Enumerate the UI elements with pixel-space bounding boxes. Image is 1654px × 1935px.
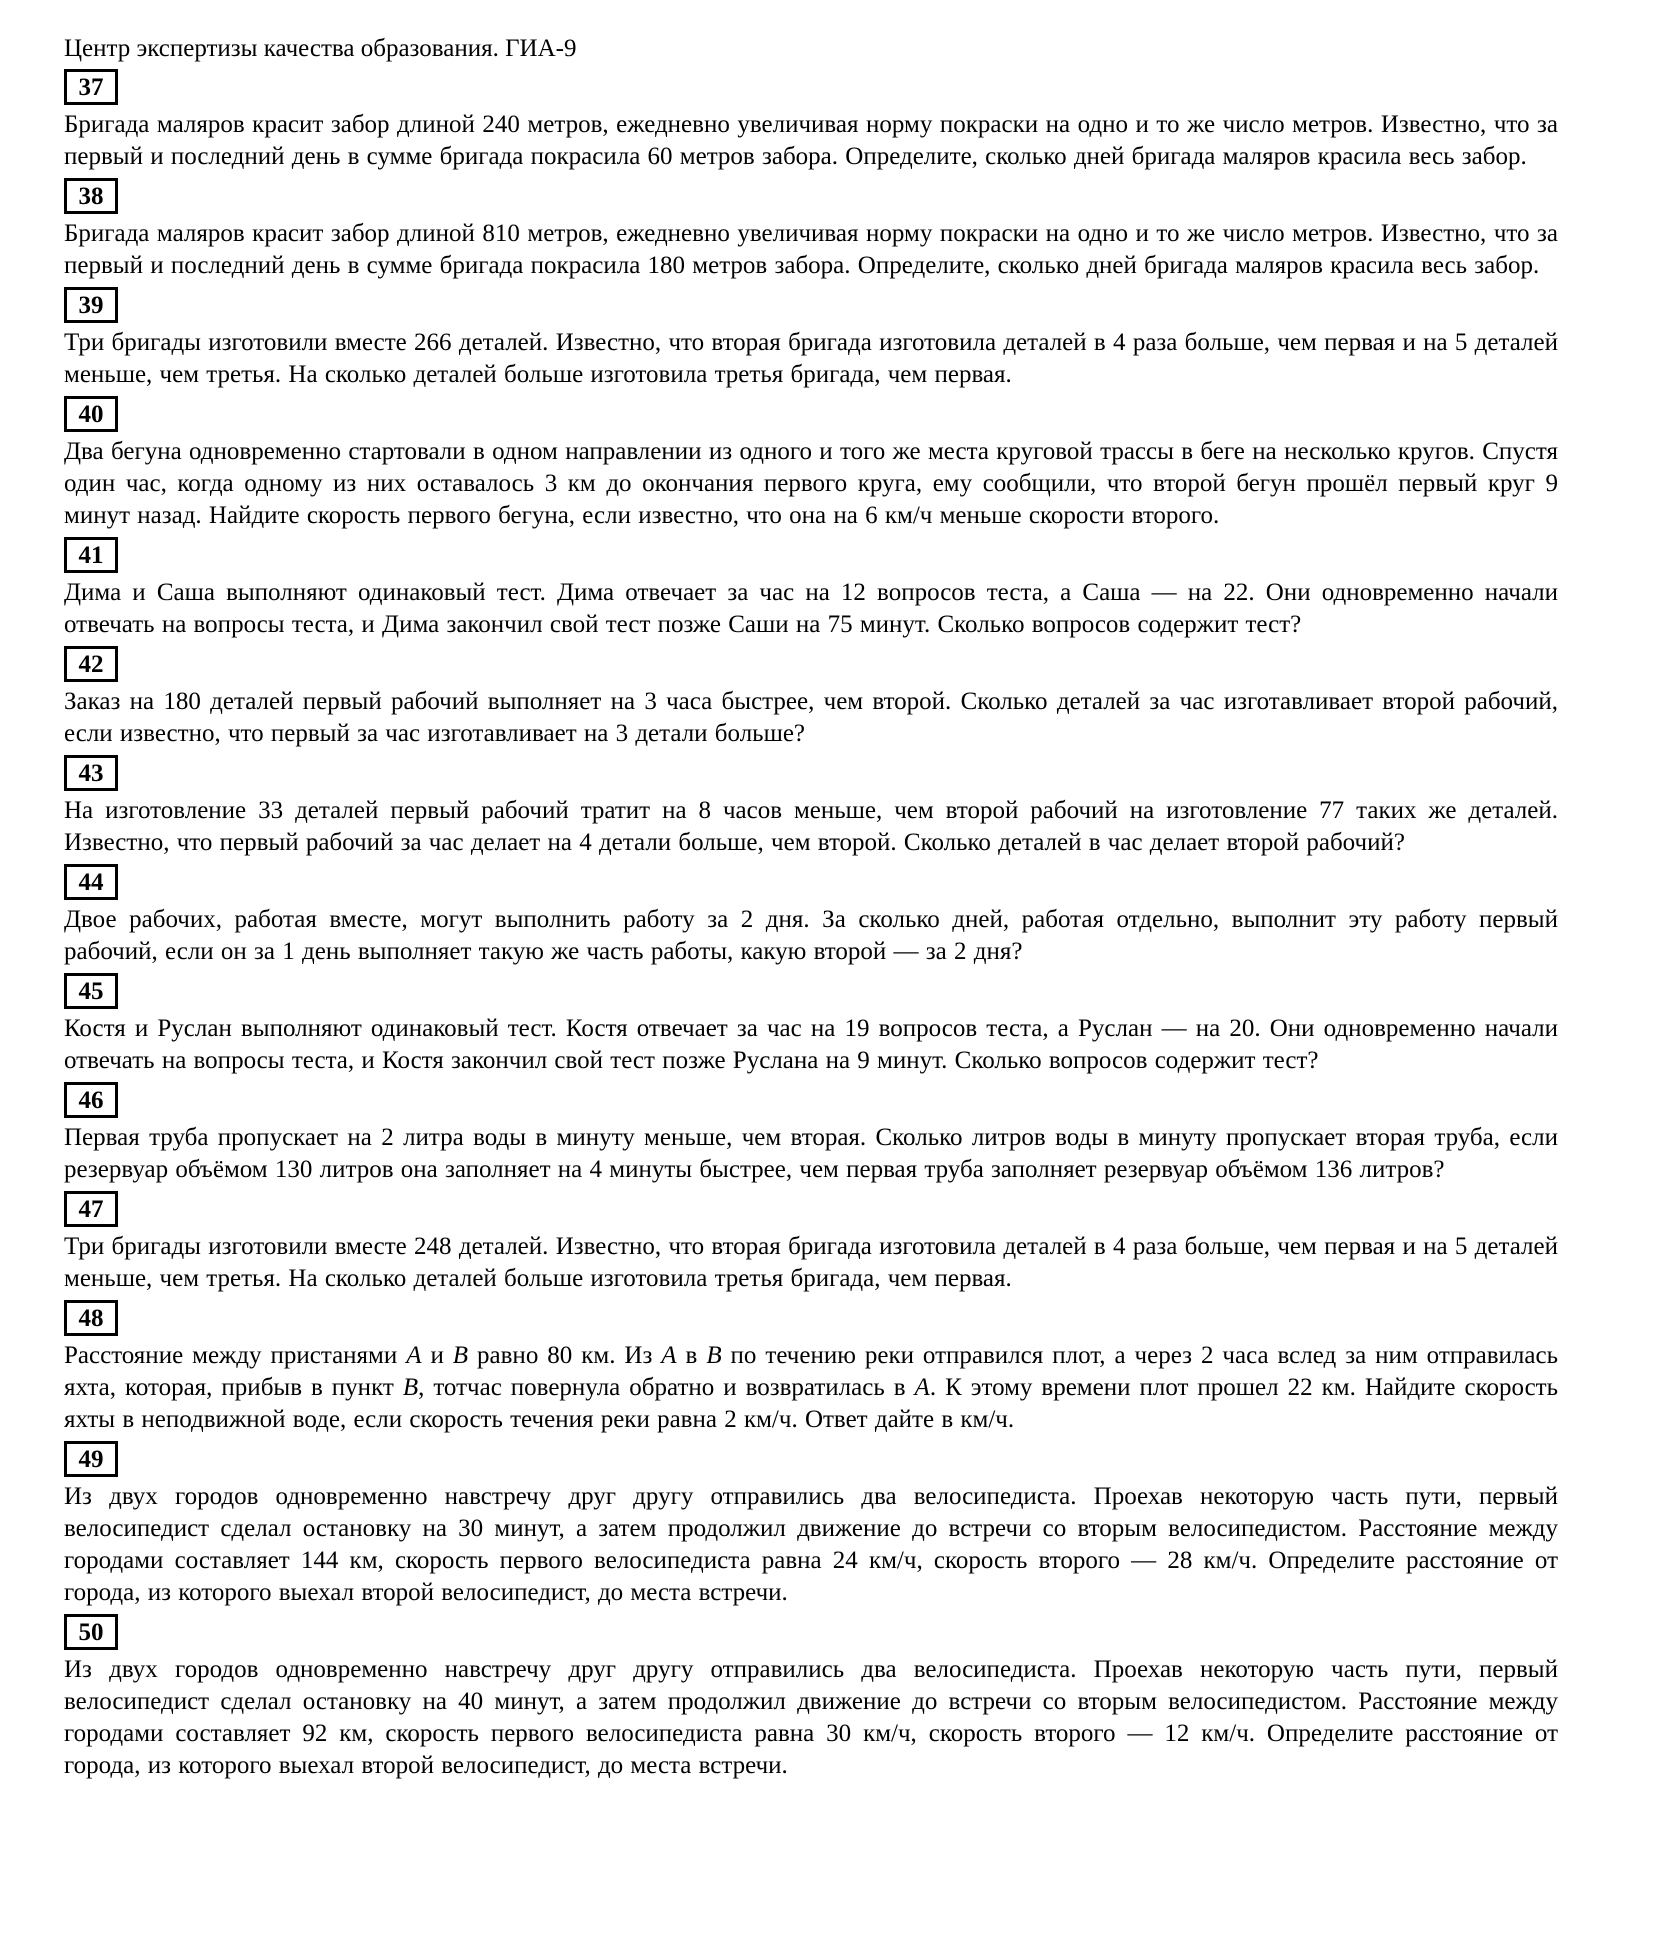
problem-number: 40 (78, 400, 104, 428)
problem-text: Два бегуна одновременно стартовали в одном направлении из одного и того же места круговой трассы в беге на несколько кругов. Спустя один час, когда одному из них оставалось 3 км до окончания первого круга, ему сообщили, что второй бегун прошёл первый круг 9 минут назад. Найдите скорость первого бегуна, если известно, что она на 6 км/ч меньше скорости второго. (64, 438, 1558, 529)
problem-number-box (64, 69, 118, 105)
problem-text: Двое рабочих, работая вместе, могут выполнить работу за 2 дня. За сколько дней, работая отдельно, выполнит эту работу первый рабочий, если он за 1 день выполняет такую же часть работы, какую второй — за 2 дня? (64, 906, 1558, 965)
problem-text: Дима и Саша выполняют одинаковый тест. Дима отвечает за час на 12 вопросов теста, а Саша — на 22. Они одновременно начали отвечать на вопросы теста, и Дима закончил свой тест позже Саши на 75 минут. Сколько вопросов содержит тест? (64, 579, 1558, 638)
problem-number-box (64, 178, 118, 214)
problem-block (64, 537, 1558, 641)
problem-number: 47 (78, 1195, 104, 1223)
problem-block (64, 864, 1558, 968)
document-header: Центр экспертизы качества образования. ГИА-9 (64, 35, 577, 62)
problem-number-box (64, 537, 118, 573)
problem-text: Бригада маляров красит забор длиной 240 метров, ежедневно увеличивая норму покраски на одно и то же число метров. Известно, что за первый и последний день в сумме бригада покрасила 60 метров забора. Определите, сколько дней бригада маляров красила весь забор. (64, 111, 1558, 170)
problem-text: Бригада маляров красит забор длиной 810 метров, ежедневно увеличивая норму покраски на одно и то же число метров. Известно, что за первый и последний день в сумме бригада покрасила 180 метров забора. Определите, сколько дней бригада маляров красила весь забор. (64, 220, 1558, 279)
problem-number: 44 (78, 868, 104, 896)
problem-text: Расстояние между пристанями A и B равно 80 км. Из A в B по течению реки отправился плот, а через 2 часа вслед за ним отправилась яхта, которая, прибыв в пункт B, тотчас повернула обратно и возвратилась в A. К этому времени плот прошел 22 км. Найдите скорость яхты в неподвижной воде, если скорость течения реки равна 2 км/ч. Ответ дайте в км/ч. (64, 1342, 1558, 1433)
problem-text: Первая труба пропускает на 2 литра воды в минуту меньше, чем вторая. Сколько литров воды в минуту пропускает вторая труба, если резервуар объёмом 130 литров она заполняет на 4 минуты быстрее, чем первая труба заполняет резервуар объёмом 136 литров? (64, 1124, 1558, 1183)
problem-number-box (64, 1191, 118, 1227)
problem-number: 43 (78, 759, 104, 787)
problem-number: 38 (78, 182, 104, 210)
problem-block (64, 755, 1558, 859)
problem-number: 45 (78, 977, 104, 1005)
problem-number-box (64, 755, 118, 791)
problem-block (64, 69, 1558, 173)
problem-number: 42 (78, 650, 104, 678)
problem-block (64, 1441, 1558, 1609)
problem-block (64, 1614, 1558, 1782)
problem-block (64, 1300, 1558, 1436)
problem-number: 37 (78, 73, 104, 101)
problem-number: 39 (78, 291, 104, 319)
problem-number-box (64, 864, 118, 900)
problem-number-box (64, 1441, 118, 1477)
problem-block (64, 1191, 1558, 1295)
problem-block (64, 178, 1558, 282)
problem-number: 50 (78, 1618, 104, 1646)
problem-number: 46 (78, 1086, 104, 1114)
problem-number-box (64, 1082, 118, 1118)
problem-text: Три бригады изготовили вместе 248 деталей. Известно, что вторая бригада изготовила деталей в 4 раза больше, чем первая и на 5 деталей меньше, чем третья. На сколько деталей больше изготовила третья бригада, чем первая. (64, 1233, 1558, 1292)
problem-text: Костя и Руслан выполняют одинаковый тест. Костя отвечает за час на 19 вопросов теста, а Руслан — на 20. Они одновременно начали отвечать на вопросы теста, и Костя закончил свой тест позже Руслана на 9 минут. Сколько вопросов содержит тест? (64, 1015, 1558, 1074)
problem-text: Из двух городов одновременно навстречу друг другу отправились два велосипедиста. Проехав некоторую часть пути, первый велосипедист сделал остановку на 40 минут, а затем продолжил движение до встречи со вторым велосипедистом. Расстояние между городами составляет 92 км, скорость первого велосипедиста равна 30 км/ч, скорость второго — 12 км/ч. Определите расстояние от города, из которого выехал второй велосипедист, до места встречи. (64, 1656, 1558, 1779)
problem-block (64, 646, 1558, 750)
problem-number-box (64, 1614, 118, 1650)
problem-number: 41 (78, 541, 104, 569)
problem-number: 49 (78, 1445, 104, 1473)
problem-text: Три бригады изготовили вместе 266 деталей. Известно, что вторая бригада изготовила деталей в 4 раза больше, чем первая и на 5 деталей меньше, чем третья. На сколько деталей больше изготовила третья бригада, чем первая. (64, 329, 1558, 388)
problem-number-box (64, 396, 118, 432)
problem-text: Заказ на 180 деталей первый рабочий выполняет на 3 часа быстрее, чем второй. Сколько деталей за час изготавливает второй рабочий, если известно, что первый за час изготавливает на 3 детали больше? (64, 688, 1558, 747)
problem-number: 48 (78, 1304, 104, 1332)
problem-block (64, 973, 1558, 1077)
problem-number-box (64, 1300, 118, 1336)
problem-block (64, 396, 1558, 532)
problem-number-box (64, 646, 118, 682)
problem-block (64, 287, 1558, 391)
problem-number-box (64, 287, 118, 323)
problem-number-box (64, 973, 118, 1009)
problems-list (64, 69, 1558, 1782)
problem-block (64, 1082, 1558, 1186)
problem-text: Из двух городов одновременно навстречу друг другу отправились два велосипедиста. Проехав некоторую часть пути, первый велосипедист сделал остановку на 30 минут, а затем продолжил движение до встречи со вторым велосипедистом. Расстояние между городами составляет 144 км, скорость первого велосипедиста равна 24 км/ч, скорость второго — 28 км/ч. Определите расстояние от города, из которого выехал второй велосипедист, до места встречи. (64, 1483, 1558, 1606)
problem-text: На изготовление 33 деталей первый рабочий тратит на 8 часов меньше, чем второй рабочий на изготовление 77 таких же деталей. Известно, что первый рабочий за час делает на 4 детали больше, чем второй. Сколько деталей в час делает второй рабочий? (64, 797, 1558, 856)
